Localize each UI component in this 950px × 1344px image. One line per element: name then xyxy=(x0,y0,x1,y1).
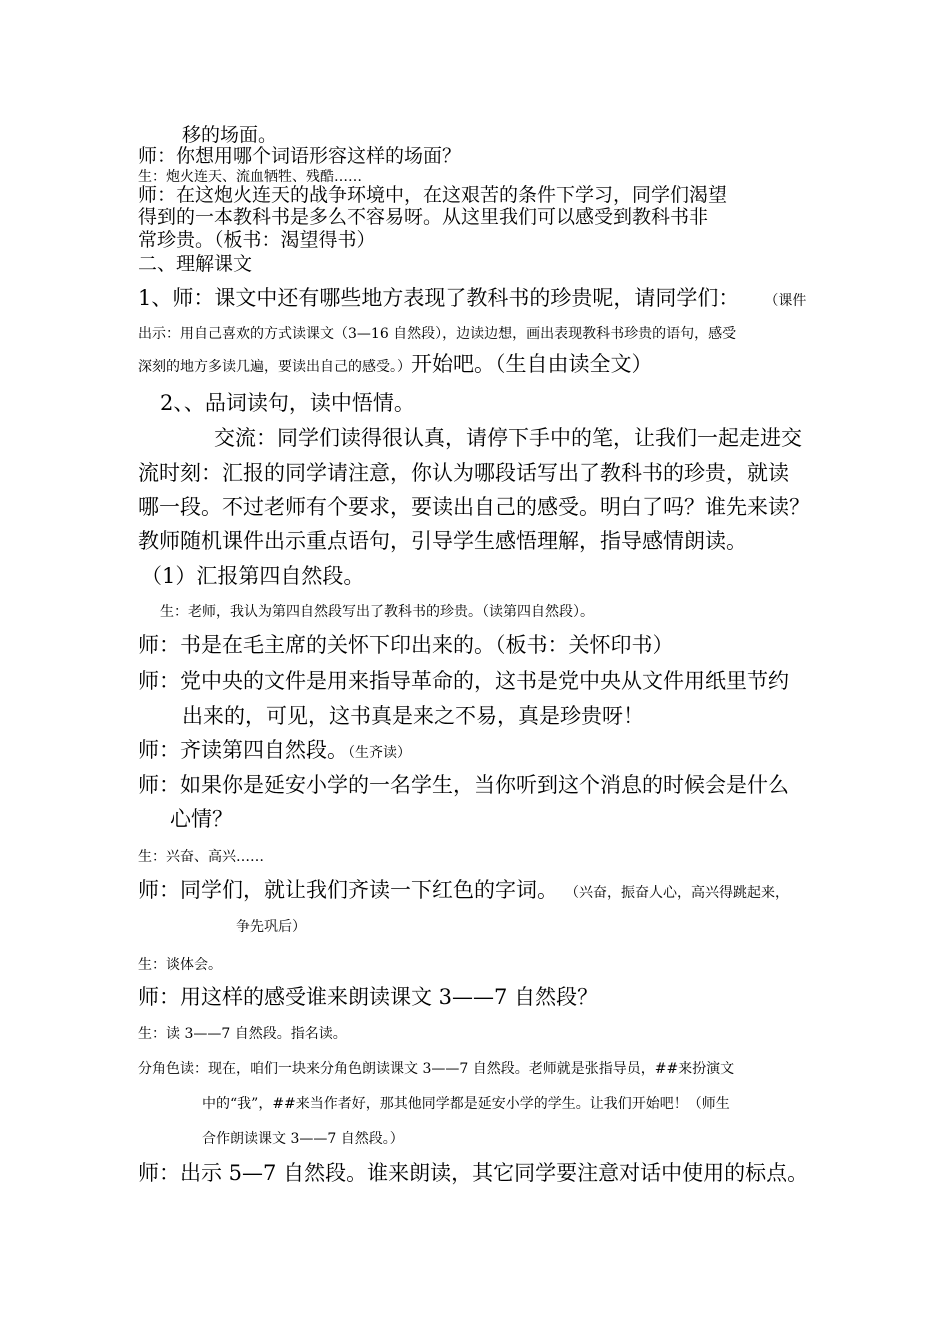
text-line: 中的“我”，##来当作者好，那其他同学都是延安小学的学生。让我们开始吧！（师生 xyxy=(202,1096,730,1112)
text-line: （1）汇报第四自然段。 xyxy=(141,564,365,588)
text-line: 生：读 3——7 自然段。指名读。 xyxy=(138,1026,347,1042)
text-line: 交流：同学们读得很认真，请停下手中的笔，让我们一起走进交 xyxy=(214,426,802,450)
text-line xyxy=(138,880,789,901)
text-line: 常珍贵。（板书：渴望得书） xyxy=(138,229,376,251)
text-span: 深刻的地方多读几遍，要读出自己的感受。） xyxy=(138,359,411,375)
text-line: 师：党中央的文件是用来指导革命的，这书是党中央从文件用纸里节约 xyxy=(138,669,789,693)
text-line: 师：出示 5—7 自然段。谁来朗读，其它同学要注意对话中使用的标点。 xyxy=(138,1161,809,1185)
text-line: 流时刻：汇报的同学请注意，你认为哪段话写出了教科书的珍贵，就读 xyxy=(138,461,789,485)
text-span: 开始吧。（生自由读全文） xyxy=(411,352,653,376)
text-line: 生：谈体会。 xyxy=(138,957,222,973)
text-line: 生：老师，我认为第四自然段写出了教科书的珍贵。（读第四自然段）。 xyxy=(160,604,594,620)
text-span: 1、师：课文中还有哪些地方表现了教科书的珍贵呢，请同学们： xyxy=(138,286,740,310)
text-line: 心情？ xyxy=(170,807,233,831)
text-line: 分角色读：现在，咱们一块来分角色朗读课文 3——7 自然段。老师就是张指导员，##来扮演文 xyxy=(138,1061,735,1077)
text-line: 师：用这样的感受谁来朗读课文 3——7 自然段？ xyxy=(138,985,599,1009)
text-line: 移的场面。 xyxy=(182,124,278,146)
text-line: 师：书是在毛主席的关怀下印出来的。（板书：关怀印书） xyxy=(138,633,674,657)
text-line: 生：炮火连天、流血牺牲、残酷…… xyxy=(138,169,362,185)
text-span: （生齐读） xyxy=(348,745,411,761)
text-line: 师：如果你是延安小学的一名学生，当你听到这个消息的时候会是什么 xyxy=(138,773,789,797)
text-line: 师：在这炮火连天的战争环境中，在这艰苦的条件下学习，同学们渴望 xyxy=(138,184,728,206)
text-span: （课件 xyxy=(771,293,807,309)
text-line: 出示：用自己喜欢的方式读课文（3—16 自然段），边读边想，画出表现教科书珍贵的语句，感受 xyxy=(138,326,737,342)
text-line xyxy=(138,740,411,761)
text-line: 哪一段。不过老师有个要求，要读出自己的感受。明白了吗？谁先来读？ xyxy=(138,495,810,519)
text-line: 争先巩后） xyxy=(236,919,306,935)
text-line: 教师随机课件出示重点语句，引导学生感悟理解，指导感情朗读。 xyxy=(138,529,747,553)
text-line: 2、、品词读句，读中悟情。 xyxy=(160,391,415,415)
text-line: 出来的，可见，这书真是来之不易，真是珍贵呀！ xyxy=(182,704,644,728)
text-line: 得到的一本教科书是多么不容易呀。从这里我们可以感受到教科书非 xyxy=(138,206,709,228)
text-span: 师：同学们，就让我们齐读一下红色的字词。 xyxy=(138,878,558,902)
text-span: 师：齐读第四自然段。 xyxy=(138,738,348,762)
text-line xyxy=(138,288,806,309)
text-span: （兴奋，振奋人心，高兴得跳起来， xyxy=(572,885,789,901)
text-line: 生：兴奋、高兴…… xyxy=(138,849,264,865)
section-heading: 二、理解课文 xyxy=(138,253,253,275)
text-line: 师：你想用哪个词语形容这样的场面？ xyxy=(138,145,462,167)
text-line xyxy=(138,354,653,375)
text-line: 合作朗读课文 3——7 自然段。） xyxy=(202,1131,404,1147)
